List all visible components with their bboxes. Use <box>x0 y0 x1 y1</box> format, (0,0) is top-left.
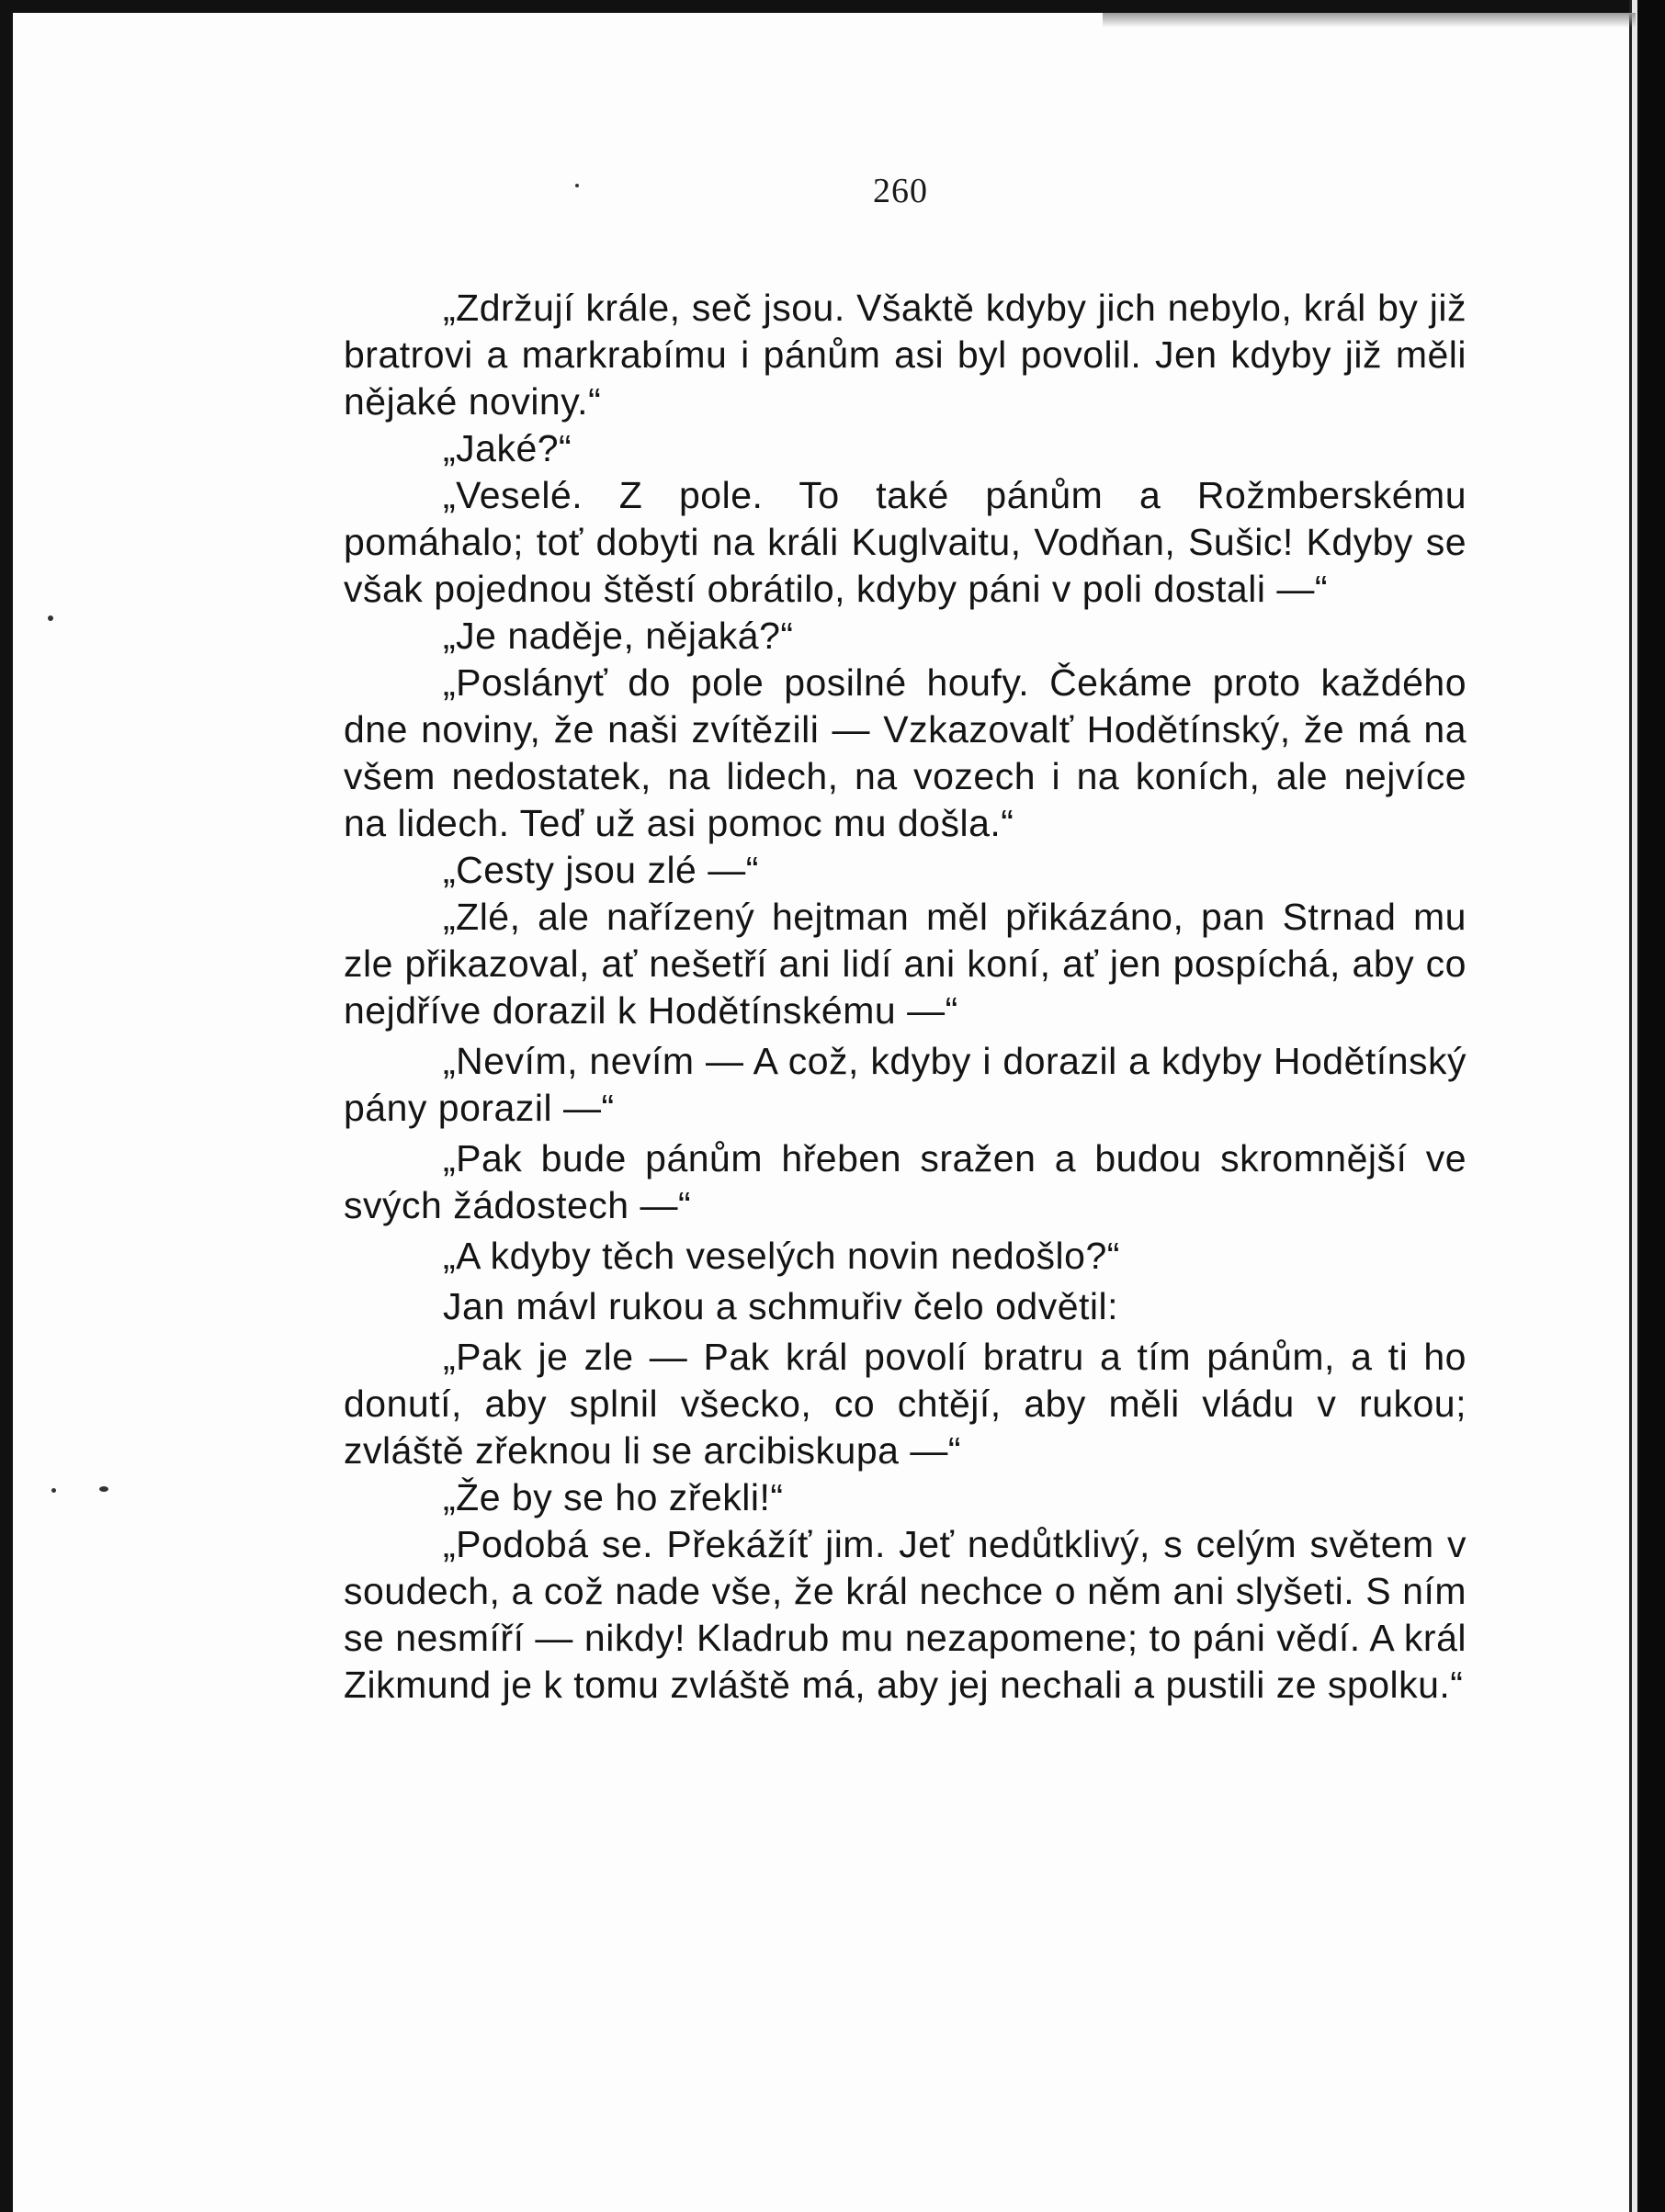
paragraph: „Jaké?“ <box>443 427 572 469</box>
paragraph: „Je naděje, nějaká?“ <box>443 615 794 657</box>
dust-speck <box>575 184 579 187</box>
paragraph: „Zlé, ale nařízený hejtman měl přikázáno, pan Strnad mu zle přikazoval, ať nešetří ani lidí ani koní, ať jen pospíchá, aby co nejdříve dorazil k Hodětínskému —“ <box>344 896 1467 1032</box>
scan-shadow <box>1103 13 1636 28</box>
paragraph: „Zdržují krále, seč jsou. Všaktě kdyby jich nebylo, král by již bratrovi a markrabímu i pánům asi byl povolil. Jen kdyby již měli nějaké noviny.“ <box>344 287 1467 423</box>
page-number: 260 <box>873 172 928 210</box>
dust-speck <box>48 615 53 621</box>
paragraph: „Že by se ho zřekli!“ <box>443 1476 784 1518</box>
paragraph: „Veselé. Z pole. To také pánům a Rožmberskému pomáhalo; toť dobyti na králi Kuglvaitu, Vodňan, Sušic! Kdyby se však pojednou štěstí obrátilo, kdyby páni v poli dostali —“ <box>344 474 1467 610</box>
dust-speck <box>51 1488 56 1493</box>
paragraph: „Pak je zle — Pak král povolí bratru a tím pánům, a ti ho donutí, aby splnil všecko, co chtějí, aby měli vládu v rukou; zvláště zřeknou li se arcibiskupa —“ <box>344 1336 1467 1472</box>
scan-border-left <box>0 0 13 2212</box>
scan-border-right <box>1637 0 1665 2212</box>
paragraph: „A kdyby těch veselých novin nedošlo?“ <box>443 1235 1120 1277</box>
paragraph: „Poslányť do pole posilné houfy. Čekáme proto každého dne noviny, že naši zvítězili — Vzkazovalť Hodětínský, že má na všem nedostatek, na lidech, na vozech i na koních, ale nejvíce na lidech. Teď už asi pomoc mu došla.“ <box>344 661 1467 844</box>
body-text <box>344 285 1467 1709</box>
paragraph: „Podobá se. Překážíť jim. Jeť nedůtklivý, s celým světem v soudech, a což nade vše, že král nechce o něm ani slyšeti. S ním se nesmíří — nikdy! Kladrub mu nezapomene; to páni vědí. A král Zikmund je k tomu zvláště má, aby jej nechali a pustili ze spolku.“ <box>344 1523 1467 1706</box>
paragraph: Jan mávl rukou a schmuřiv čelo odvětil: <box>443 1285 1119 1327</box>
paragraph: „Cesty jsou zlé —“ <box>443 849 759 891</box>
paragraph: „Nevím, nevím — A což, kdyby i dorazil a kdyby Hodětínský pány porazil —“ <box>344 1040 1467 1129</box>
dust-speck <box>99 1486 108 1492</box>
paragraph: „Pak bude pánům hřeben sražen a budou skromnější ve svých žádostech —“ <box>344 1137 1467 1226</box>
scan-border-top <box>0 0 1665 13</box>
